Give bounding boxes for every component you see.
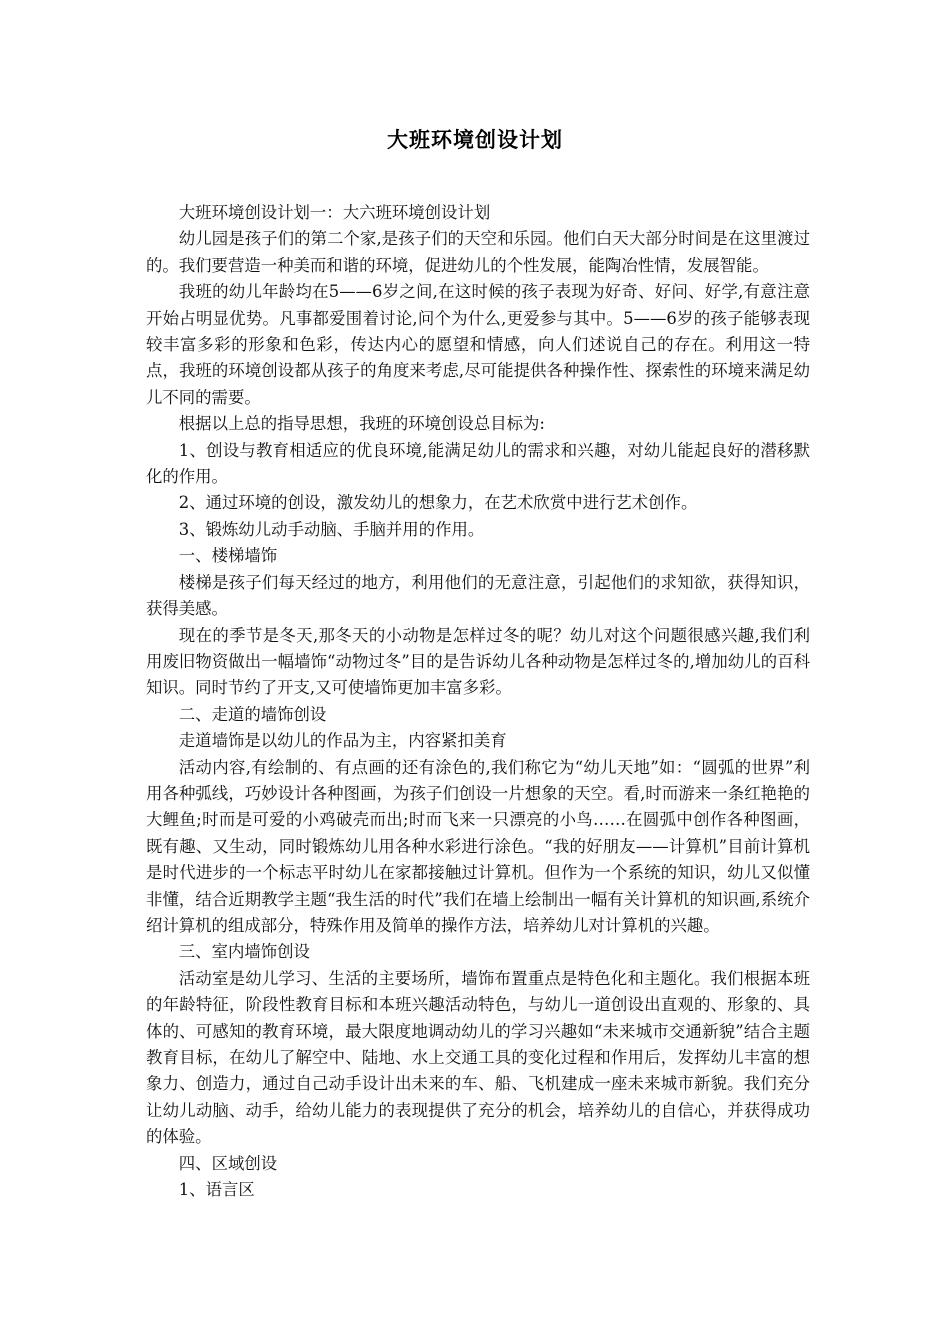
paragraph: 楼梯是孩子们每天经过的地方，利用他们的无意注意，引起他们的求知欲，获得知识，获得美感。 bbox=[146, 572, 810, 619]
paragraph: 我班的幼儿年龄均在5——6岁之间,在这时候的孩子表现为好奇、好问、好学,有意注意开始占明显优势。凡事都爱围着讨论,问个为什么,更爱参与其中。5——6岁的孩子能够表现较丰富多彩的形象和色彩，传达内心的愿望和情感，向人们述说自己的存在。利用这一特点，我班的环境创设都从孩子的角度来考虑,尽可能提供各种操作性、探索性的环境来满足幼儿不同的需要。 bbox=[146, 282, 810, 407]
paragraph: 现在的季节是冬天,那冬天的小动物是怎样过冬的呢？幼儿对这个问题很感兴趣,我们利用废旧物资做出一幅墙饰“动物过冬”目的是告诉幼儿各种动物是怎样过冬的,增加幼儿的百科知识。同时节约了开支,又可使墙饰更加丰富多彩。 bbox=[146, 625, 810, 698]
paragraph: 幼儿园是孩子们的第二个家,是孩子们的天空和乐园。他们白天大部分时间是在这里渡过的。我们要营造一种美而和谐的环境，促进幼儿的个性发展，能陶冶性情，发展智能。 bbox=[146, 229, 810, 275]
goal-item: 2、通过环境的创设，激发幼儿的想象力，在艺术欣赏中进行艺术创作。 bbox=[178, 493, 698, 513]
subsection-heading: 1、语言区 bbox=[178, 1180, 255, 1200]
paragraph: 根据以上总的指导思想，我班的环境创设总目标为: bbox=[178, 414, 545, 434]
section-heading: 四、区域创设 bbox=[178, 1153, 278, 1173]
goal-item: 3、锻炼幼儿动手动脑、手脑并用的作用。 bbox=[178, 519, 485, 539]
document-title: 大班环境创设计划 bbox=[387, 128, 563, 152]
section-heading: 一、楼梯墙饰 bbox=[178, 546, 278, 566]
section-heading: 二、走道的墙饰创设 bbox=[178, 704, 327, 724]
paragraph: 走道墙饰是以幼儿的作品为主，内容紧扣美育 bbox=[178, 731, 507, 751]
paragraph: 活动室是幼儿学习、生活的主要场所，墙饰布置重点是特色化和主题化。我们根据本班的年龄特征，阶段性教育目标和本班兴趣活动特色，与幼儿一道创设出直观的、形象的、具体的、可感知的教育环境，最大限度地调动幼儿的学习兴趣如“未来城市交通新貌”结合主题教育目标，在幼儿了解空中、陆地、水上交通工具的变化过程和作用后，发挥幼儿丰富的想象力、创造力，通过自己动手设计出未来的车、船、飞机建成一座未来城市新貌。我们充分让幼儿动脑、动手，给幼儿能力的表现提供了充分的机会，培养幼儿的自信心，并获得成功的体验。 bbox=[146, 968, 810, 1147]
goal-item: 1、创设与教育相适应的优良环境,能满足幼儿的需求和兴趣，对幼儿能起良好的潜移默化的作用。 bbox=[146, 440, 810, 487]
section-heading: 三、室内墙饰创设 bbox=[178, 942, 310, 962]
paragraph-subtitle: 大班环境创设计划一：大六班环境创设计划 bbox=[178, 203, 491, 222]
document-body bbox=[146, 200, 810, 1203]
paragraph: 活动内容,有绘制的、有点画的还有涂色的,我们称它为“幼儿天地”如：“圆弧的世界”利用各种弧线，巧妙设计各种图画，为孩子们创设一片想象的天空。看,时而游来一条红艳艳的大鲤鱼;时而是可爱的小鸡破壳而出;时而飞来一只漂亮的小鸟……在圆弧中创作各种图画，既有趣、又生动，同时锻炼幼儿用各种水彩进行涂色。“我的好朋友——计算机”目前计算机是时代进步的一个标志平时幼儿在家都接触过计算机。但作为一个系统的知识，幼儿又似懂非懂，结合近期教学主题“我生活的时代”我们在墙上绘制出一幅有关计算机的知识画,系统介绍计算机的组成部分，特殊作用及简单的操作方法，培养幼儿对计算机的兴趣。 bbox=[146, 757, 810, 935]
